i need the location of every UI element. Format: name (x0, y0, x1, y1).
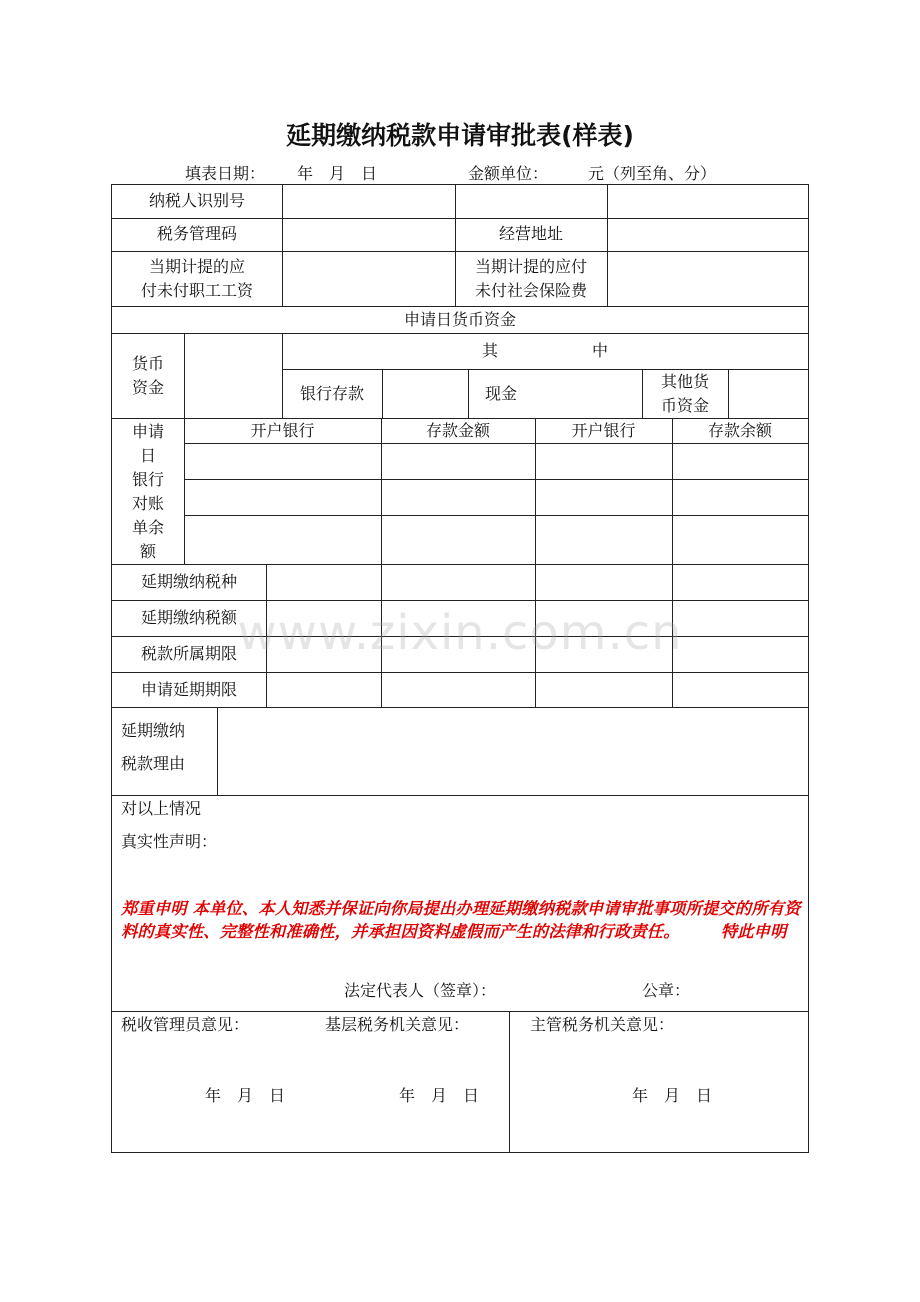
deferred-tax-amount-label: 延期缴纳税额 (140, 608, 237, 627)
site-watermark: www.zixin.com.cn (237, 605, 683, 661)
tax-officer-date: 年 月 日 (205, 1086, 286, 1105)
fill-date-label: 填表日期： (185, 164, 266, 183)
unpaid-social-label-line2: 未付社会保险费 (474, 281, 587, 300)
unpaid-wages-label-line1: 当期计提的应 (148, 257, 245, 276)
grassroots-opinion-label: 基层税务机关意见： (325, 1015, 470, 1034)
legal-rep-label: 法定代表人（签章）： (344, 981, 497, 1000)
other-funds-label-line2: 币资金 (660, 396, 709, 415)
bank-col-4: 存款余额 (707, 421, 772, 440)
other-funds-label-line1: 其他货 (660, 372, 709, 391)
monetary-label-line2: 资金 (131, 378, 164, 397)
declaration-text: 郑重申明 本单位、本人知悉并保证向你局提出办理延期缴纳税款申请审批事项所提交的所有资料的真实性、完整性和准确性，并承担因资料虚假而产生的法律和行政责任。 特此申明 (121, 899, 801, 941)
deferral-period-label: 申请延期期限 (140, 680, 237, 699)
grassroots-date: 年 月 日 (399, 1086, 480, 1105)
bank-balance-side-label-1: 申请 (131, 422, 164, 441)
competent-opinion-label: 主管税务机关意见： (530, 1015, 675, 1034)
statement-label-line2: 真实性声明： (121, 832, 218, 851)
tax-period-label: 税款所属期限 (140, 644, 237, 663)
bank-balance-side-label-3: 银行 (131, 470, 164, 489)
amount-unit-label: 金额单位： (468, 164, 549, 183)
tax-officer-opinion-label: 税收管理员意见： (121, 1015, 250, 1034)
application-form-table (111, 184, 809, 1153)
monetary-label-line1: 货币 (131, 354, 164, 373)
monetary-funds-header: 申请日货币资金 (403, 310, 516, 329)
deferred-tax-type-label: 延期缴纳税种 (140, 572, 237, 591)
bank-col-1: 开户银行 (250, 421, 315, 440)
bank-balance-side-label-2: 日 (139, 446, 156, 465)
bank-deposit-label: 银行存款 (299, 384, 364, 403)
unpaid-wages-label-line2: 付未付职工工资 (140, 281, 253, 300)
bank-balance-side-label-6: 额 (139, 542, 156, 561)
business-address-label: 经营地址 (498, 224, 563, 243)
reason-label-line1: 延期缴纳 (121, 721, 186, 740)
seal-label: 公章： (642, 981, 691, 1000)
fill-date-units: 年 月 日 (297, 164, 378, 183)
taxpayer-id-label: 纳税人识别号 (148, 191, 245, 210)
bank-balance-side-label-5: 单余 (131, 518, 164, 537)
bank-col-3: 开户银行 (571, 421, 636, 440)
amount-unit-value: 元（列至角、分） (588, 164, 717, 183)
tax-mgmt-code-label: 税务管理码 (156, 224, 237, 243)
form-title: 延期缴纳税款申请审批表(样表) (286, 121, 634, 150)
of-which-label-1: 其 (482, 341, 499, 360)
statement-label-line1: 对以上情况 (121, 799, 202, 818)
cash-label: 现金 (484, 384, 517, 403)
bank-balance-side-label-4: 对账 (131, 494, 164, 513)
competent-date: 年 月 日 (632, 1086, 713, 1105)
of-which-label-2: 中 (592, 341, 609, 360)
bank-col-2: 存款金额 (425, 421, 490, 440)
reason-label-line2: 税款理由 (121, 754, 186, 773)
unpaid-social-label-line1: 当期计提的应付 (474, 257, 587, 276)
